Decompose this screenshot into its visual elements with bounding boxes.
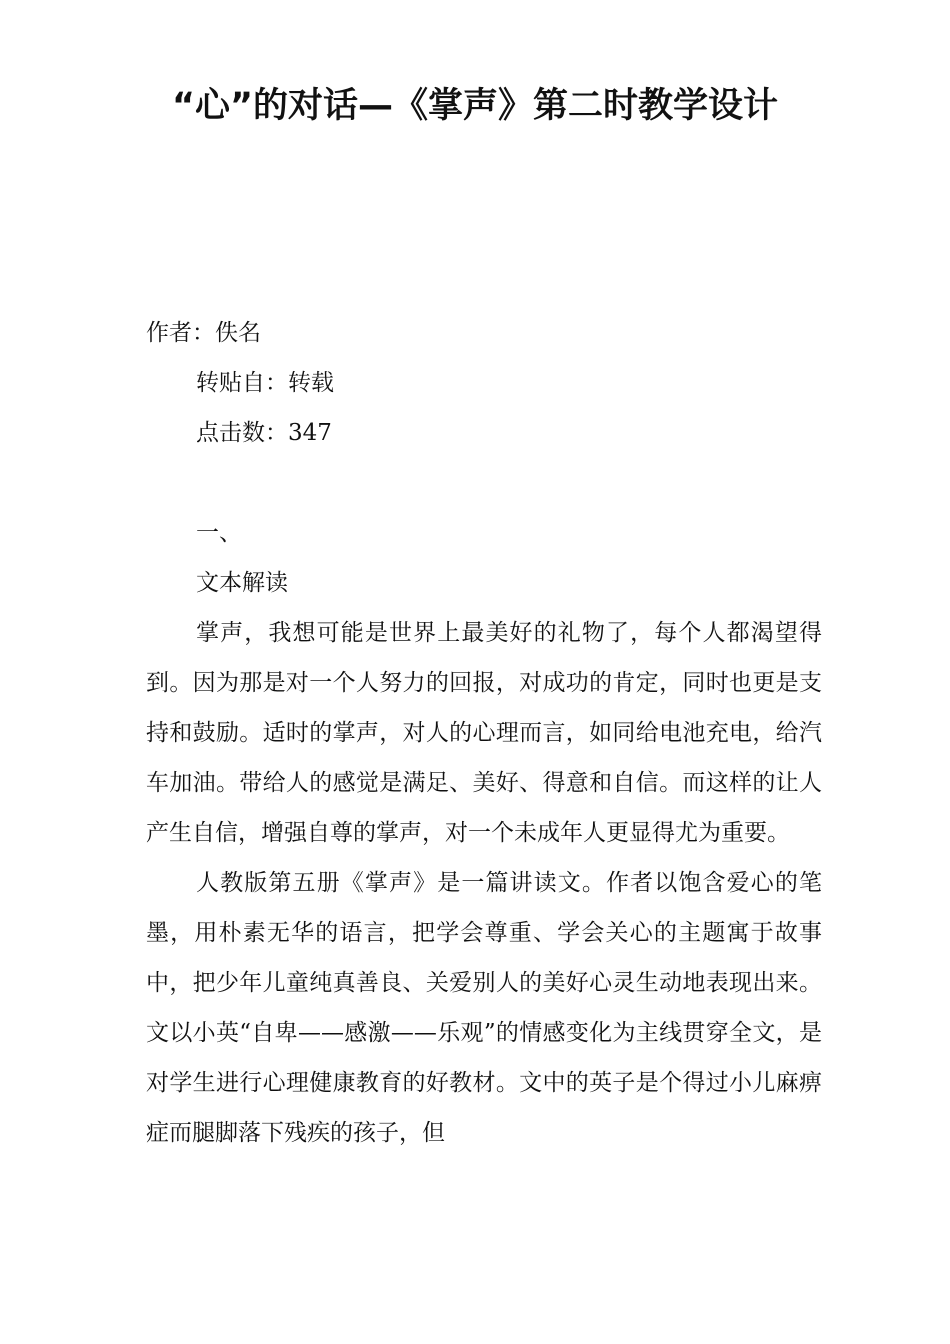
paragraph: 人教版第五册《掌声》是一篇讲读文。作者以饱含爱心的笔墨，用朴素无华的语言，把学会尊重、学会关心的主题寓于故事中，把少年儿童纯真善良、关爱别人的美好心灵生动地表现出来。文以小英“自卑——感激——乐观”的情感变化为主线贯穿全文，是对学生进行心理健康教育的好教材。文中的英子是个得过小儿麻痹症而腿脚落下残疾的孩子，但 bbox=[146, 870, 822, 1146]
source-line: 转贴自：转载 bbox=[196, 370, 334, 396]
body-text bbox=[146, 608, 822, 1158]
section-heading: 文本解读 bbox=[196, 570, 288, 596]
section-number: 一、 bbox=[196, 520, 242, 546]
document-title: “心”的对话—《掌声》第二时教学设计 bbox=[171, 86, 778, 126]
paragraph: 掌声，我想可能是世界上最美好的礼物了，每个人都渴望得到。因为那是对一个人努力的回报，对成功的肯定，同时也更是支持和鼓励。适时的掌声，对人的心理而言，如同给电池充电，给汽车加油。带给人的感觉是满足、美好、得意和自信。而这样的让人产生自信，增强自尊的掌声，对一个未成年人更显得尤为重要。 bbox=[146, 620, 822, 846]
author-line: 作者：佚名 bbox=[146, 320, 261, 346]
click-count-line: 点击数：347 bbox=[196, 420, 332, 446]
